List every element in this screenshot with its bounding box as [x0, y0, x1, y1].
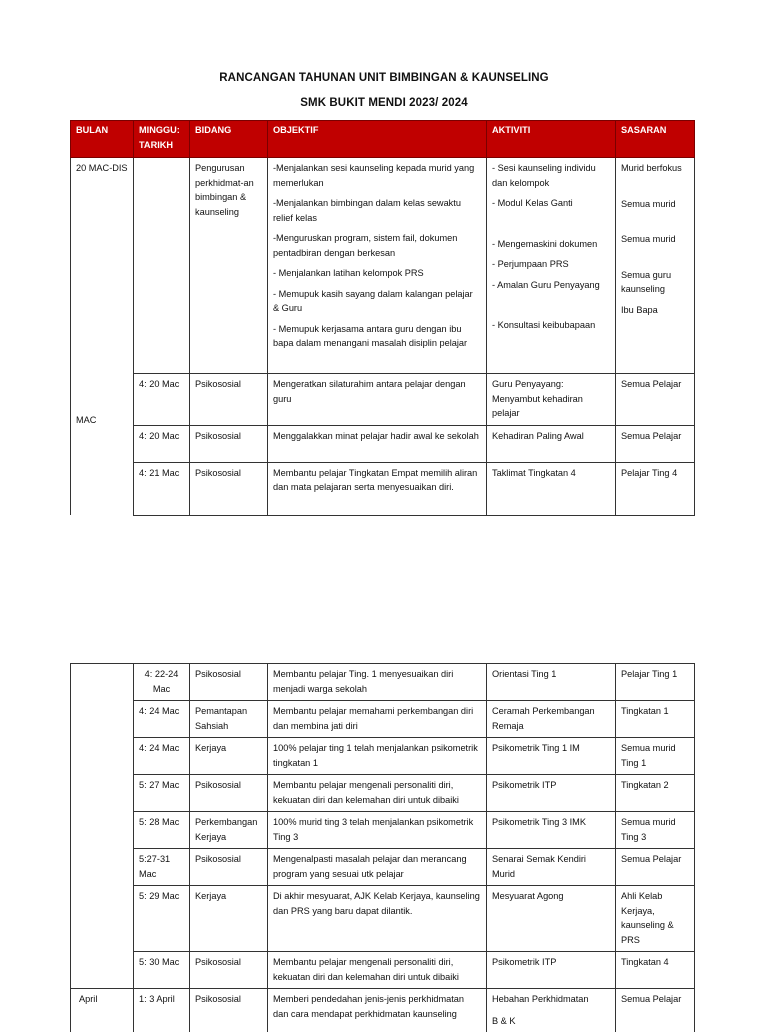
header-aktiviti: AKTIVITI — [487, 121, 616, 158]
cell-bidang: Psikososial — [190, 462, 268, 515]
cell-sasaran: Tingkatan 2 — [616, 775, 695, 812]
table-row — [71, 849, 695, 886]
cell-sasaran: Semua Pelajar — [616, 425, 695, 462]
cell-aktiviti: Psikometrik ITP — [487, 952, 616, 989]
table-row — [71, 812, 695, 849]
cell-sasaran: Ahli Kelab Kerjaya, kaunseling & PRS — [616, 886, 695, 952]
cell-objektif: Membantu pelajar memahami perkembangan diri dan membina jati diri — [268, 701, 487, 738]
table-row — [71, 374, 695, 426]
cell-minggu: 4: 21 Mac — [134, 462, 190, 515]
cell-bulan — [71, 886, 134, 952]
cell-minggu: 5: 29 Mac — [134, 886, 190, 952]
aktiviti-line: Hebahan Perkhidmatan — [492, 992, 610, 1007]
cell-objektif: 100% murid ting 3 telah menjalankan psikometrik Ting 3 — [268, 812, 487, 849]
cell-bidang: Psikososial — [190, 952, 268, 989]
header-bidang: BIDANG — [190, 121, 268, 158]
cell-sasaran: Pelajar Ting 4 — [616, 462, 695, 515]
cell-bidang: Pemantapan Sahsiah — [190, 701, 268, 738]
cell-minggu: 4: 24 Mac — [134, 738, 190, 775]
cell-aktiviti: Psikometrik Ting 3 IMK — [487, 812, 616, 849]
cell-bulan — [71, 664, 134, 701]
header-bulan: BULAN — [71, 121, 134, 158]
cell-minggu: 5:27-31 Mac — [134, 849, 190, 886]
cell-minggu — [134, 158, 190, 374]
cell-minggu: 4: 22-24 Mac — [134, 664, 190, 701]
cell-minggu: 5: 30 Mac — [134, 952, 190, 989]
aktiviti-item: - Modul Kelas Ganti — [492, 196, 610, 211]
cell-aktiviti: Guru Penyayang: Menyambut kehadiran pelajar — [487, 374, 616, 426]
table-row — [71, 952, 695, 989]
cell-aktiviti: Kehadiran Paling Awal — [487, 425, 616, 462]
cell-objektif: Membantu pelajar Ting. 1 menyesuaikan diri menjadi warga sekolah — [268, 664, 487, 701]
cell-bidang: Psikososial — [190, 775, 268, 812]
cell-objektif — [268, 158, 487, 374]
sasaran-item: Ibu Bapa — [621, 303, 689, 318]
objektif-item: -Menjalankan bimbingan dalam kelas sewaktu relief kelas — [273, 196, 481, 225]
sasaran-item: Semua murid — [621, 197, 689, 212]
cell-bidang: Psikososial — [190, 989, 268, 1032]
cell-objektif: Di akhir mesyuarat, AJK Kelab Kerjaya, kaunseling dan PRS yang baru dapat dilantik. — [268, 886, 487, 952]
cell-bulan — [71, 775, 134, 812]
cell-bidang: Psikososial — [190, 425, 268, 462]
cell-sasaran: Semua Pelajar — [616, 849, 695, 886]
table-row — [71, 425, 695, 462]
sasaran-item: Semua guru kaunseling — [621, 268, 689, 297]
table-row — [71, 886, 695, 952]
header-sasaran: SASARAN — [616, 121, 695, 158]
cell-sasaran: Semua Pelajar — [616, 989, 695, 1032]
cell-objektif: Membantu pelajar Tingkatan Empat memilih aliran dan mata pelajaran serta menyesuaikan diri. — [268, 462, 487, 515]
table-row — [71, 775, 695, 812]
cell-sasaran: Tingkatan 1 — [616, 701, 695, 738]
plan-table-page-2 — [70, 663, 695, 1032]
cell-sasaran: Pelajar Ting 1 — [616, 664, 695, 701]
objektif-item: - Memupuk kasih sayang dalam kalangan pelajar & Guru — [273, 287, 481, 316]
cell-minggu: 4: 20 Mac — [134, 425, 190, 462]
document-title: RANCANGAN TAHUNAN UNIT BIMBINGAN & KAUNSELING — [0, 72, 768, 84]
table-row — [71, 664, 695, 701]
aktiviti-item: - Amalan Guru Penyayang — [492, 278, 610, 293]
header-minggu: MINGGU: TARIKH — [134, 121, 190, 158]
cell-aktiviti: Orientasi Ting 1 — [487, 664, 616, 701]
document-subtitle: SMK BUKIT MENDI 2023/ 2024 — [0, 97, 768, 109]
cell-bidang: Kerjaya — [190, 738, 268, 775]
table-row — [71, 989, 695, 1032]
table-row — [71, 701, 695, 738]
cell-bidang: Perkembangan Kerjaya — [190, 812, 268, 849]
cell-bulan — [71, 812, 134, 849]
cell-bulan: April — [71, 989, 134, 1032]
table-row — [71, 158, 695, 374]
cell-bulan — [71, 952, 134, 989]
sasaran-item: Murid berfokus — [621, 161, 689, 176]
objektif-item: -Menguruskan program, sistem fail, dokumen pentadbiran dengan berkesan — [273, 231, 481, 260]
cell-objektif: Membantu pelajar mengenali personaliti diri, kekuatan diri dan kelemahan diri untuk dibaiki — [268, 775, 487, 812]
cell-objektif: Mengenalpasti masalah pelajar dan merancang program yang sesuai utk pelajar — [268, 849, 487, 886]
cell-objektif: Memberi pendedahan jenis-jenis perkhidmatan dan cara mendapat perkhidmatan kaunseling — [268, 989, 487, 1032]
cell-aktiviti: Ceramah Perkembangan Remaja — [487, 701, 616, 738]
cell-minggu: 1: 3 April — [134, 989, 190, 1032]
cell-minggu: 4: 20 Mac — [134, 374, 190, 426]
cell-minggu: 4: 24 Mac — [134, 701, 190, 738]
cell-sasaran: Semua murid Ting 1 — [616, 738, 695, 775]
cell-minggu: 5: 27 Mac — [134, 775, 190, 812]
cell-sasaran: Semua murid Ting 3 — [616, 812, 695, 849]
aktiviti-item: - Perjumpaan PRS — [492, 257, 610, 272]
cell-bulan — [71, 849, 134, 886]
table-header-row — [71, 121, 695, 158]
cell-aktiviti: Taklimat Tingkatan 4 — [487, 462, 616, 515]
cell-bulan — [71, 462, 134, 515]
cell-aktiviti — [487, 989, 616, 1032]
cell-sasaran — [616, 158, 695, 374]
table-row — [71, 462, 695, 515]
cell-bidang: Pengurusan perkhidmat-an bimbingan & kaunseling — [190, 158, 268, 374]
cell-aktiviti: Psikometrik Ting 1 IM — [487, 738, 616, 775]
cell-bidang: Psikososial — [190, 374, 268, 426]
aktiviti-item: - Mengemaskini dokumen — [492, 237, 610, 252]
aktiviti-item: - Sesi kaunseling individu dan kelompok — [492, 161, 610, 190]
cell-bulan — [71, 701, 134, 738]
cell-bulan: 20 MAC-DIS — [71, 158, 134, 374]
aktiviti-item: - Konsultasi keibubapaan — [492, 318, 610, 333]
plan-table-page-1 — [70, 120, 695, 516]
cell-bidang: Psikososial — [190, 664, 268, 701]
cell-sasaran: Semua Pelajar — [616, 374, 695, 426]
cell-aktiviti: Senarai Semak Kendiri Murid — [487, 849, 616, 886]
cell-aktiviti: Psikometrik ITP — [487, 775, 616, 812]
cell-bidang: Kerjaya — [190, 886, 268, 952]
objektif-item: - Menjalankan latihan kelompok PRS — [273, 266, 481, 281]
cell-aktiviti: Mesyuarat Agong — [487, 886, 616, 952]
cell-minggu: 5: 28 Mac — [134, 812, 190, 849]
cell-objektif: Mengeratkan silaturahim antara pelajar dengan guru — [268, 374, 487, 426]
cell-bulan — [71, 738, 134, 775]
objektif-item: -Menjalankan sesi kaunseling kepada murid yang memerlukan — [273, 161, 481, 190]
cell-sasaran: Tingkatan 4 — [616, 952, 695, 989]
cell-bulan — [71, 425, 134, 462]
header-objektif: OBJEKTIF — [268, 121, 487, 158]
cell-objektif: Menggalakkan minat pelajar hadir awal ke sekolah — [268, 425, 487, 462]
table-row — [71, 738, 695, 775]
cell-aktiviti — [487, 158, 616, 374]
cell-bidang: Psikososial — [190, 849, 268, 886]
cell-objektif: 100% pelajar ting 1 telah menjalankan psikometrik tingkatan 1 — [268, 738, 487, 775]
bulan-mac-label: MAC — [76, 413, 96, 428]
cell-objektif: Membantu pelajar mengenali personaliti diri, kekuatan diri dan kelemahan diri untuk dibaiki — [268, 952, 487, 989]
sasaran-item: Semua murid — [621, 232, 689, 247]
aktiviti-line: B & K — [492, 1014, 610, 1029]
objektif-item: - Memupuk kerjasama antara guru dengan ibu bapa dalam menangani masalah disiplin pelajar — [273, 322, 481, 351]
